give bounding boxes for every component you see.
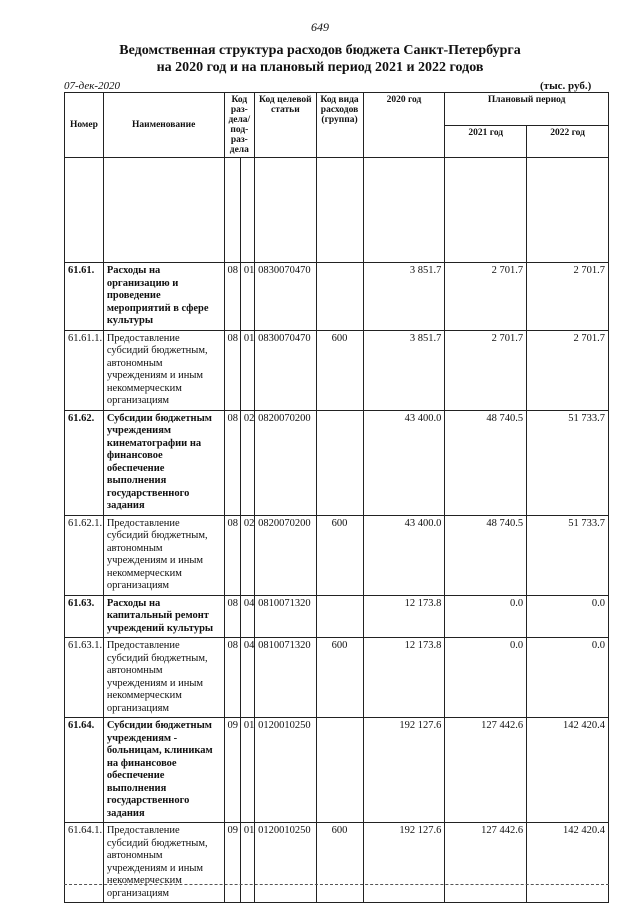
header-expense-type: Код вида расходов (группа) bbox=[316, 93, 363, 158]
row-amount-2022: 142 420.4 bbox=[527, 823, 609, 903]
header-number: Номер bbox=[65, 93, 104, 158]
row-section: 08 bbox=[224, 263, 240, 331]
row-amount-2021: 0.0 bbox=[445, 638, 527, 718]
row-subsection: 01 bbox=[240, 330, 254, 410]
row-target-code: 0830070470 bbox=[255, 330, 316, 410]
row-section: 09 bbox=[224, 718, 240, 823]
header-name: Наименование bbox=[103, 93, 224, 158]
row-subsection: 04 bbox=[240, 595, 254, 638]
row-name: Расходы на организацию и проведение мероприятий в сфере культуры bbox=[103, 263, 224, 331]
row-subsection: 01 bbox=[240, 718, 254, 823]
row-subsection: 04 bbox=[240, 638, 254, 718]
row-expense-type: 600 bbox=[316, 823, 363, 903]
row-name: Предоставление субсидий бюджетным, автономным учреждениям и иным некоммерческим организациям bbox=[103, 515, 224, 595]
row-amount-2021: 127 442.6 bbox=[445, 823, 527, 903]
row-target-code: 0820070200 bbox=[255, 515, 316, 595]
row-number: 61.62. bbox=[65, 410, 104, 515]
header-2022: 2022 год bbox=[527, 125, 609, 158]
row-name: Расходы на капитальный ремонт учреждений культуры bbox=[103, 595, 224, 638]
units-label: (тыс. руб.) bbox=[540, 80, 592, 92]
row-amount-2020: 12 173.8 bbox=[363, 595, 445, 638]
footer-line bbox=[64, 884, 609, 885]
row-expense-type: 600 bbox=[316, 515, 363, 595]
row-section: 08 bbox=[224, 515, 240, 595]
row-number: 61.64. bbox=[65, 718, 104, 823]
row-expense-type bbox=[316, 410, 363, 515]
row-amount-2020: 43 400.0 bbox=[363, 410, 445, 515]
row-amount-2022: 142 420.4 bbox=[527, 718, 609, 823]
page-title bbox=[0, 42, 640, 76]
row-expense-type: 600 bbox=[316, 638, 363, 718]
header-2021: 2021 год bbox=[445, 125, 527, 158]
row-amount-2020: 43 400.0 bbox=[363, 515, 445, 595]
row-section: 08 bbox=[224, 638, 240, 718]
row-section: 09 bbox=[224, 823, 240, 903]
budget-table bbox=[64, 92, 609, 903]
header-target: Код целевой статьи bbox=[255, 93, 316, 158]
row-amount-2022: 0.0 bbox=[527, 638, 609, 718]
row-amount-2022: 2 701.7 bbox=[527, 330, 609, 410]
row-amount-2021: 48 740.5 bbox=[445, 515, 527, 595]
row-target-code: 0120010250 bbox=[255, 718, 316, 823]
report-date: 07-дек-2020 bbox=[64, 80, 121, 92]
row-amount-2022: 51 733.7 bbox=[527, 515, 609, 595]
row-target-code: 0810071320 bbox=[255, 638, 316, 718]
table-row bbox=[65, 638, 609, 718]
title-line-1: Ведомственная структура расходов бюджета Санкт-Петербурга bbox=[119, 43, 521, 58]
table-row bbox=[65, 263, 609, 331]
header-planned-period: Плановый период bbox=[445, 93, 609, 126]
row-amount-2020: 3 851.7 bbox=[363, 330, 445, 410]
row-subsection: 01 bbox=[240, 823, 254, 903]
row-section: 08 bbox=[224, 410, 240, 515]
row-target-code: 0830070470 bbox=[255, 263, 316, 331]
row-amount-2020: 192 127.6 bbox=[363, 718, 445, 823]
row-amount-2022: 2 701.7 bbox=[527, 263, 609, 331]
row-expense-type bbox=[316, 595, 363, 638]
row-section: 08 bbox=[224, 595, 240, 638]
row-number: 61.64.1. bbox=[65, 823, 104, 903]
row-section: 08 bbox=[224, 330, 240, 410]
table-row bbox=[65, 515, 609, 595]
row-amount-2021: 48 740.5 bbox=[445, 410, 527, 515]
row-name: Предоставление субсидий бюджетным, автономным учреждениям и иным некоммерческим организациям bbox=[103, 823, 224, 903]
table-row bbox=[65, 823, 609, 903]
row-expense-type bbox=[316, 263, 363, 331]
row-name: Предоставление субсидий бюджетным, автономным учреждениям и иным некоммерческим организациям bbox=[103, 330, 224, 410]
table-row bbox=[65, 410, 609, 515]
row-number: 61.62.1. bbox=[65, 515, 104, 595]
row-target-code: 0810071320 bbox=[255, 595, 316, 638]
row-subsection: 01 bbox=[240, 263, 254, 331]
row-amount-2021: 2 701.7 bbox=[445, 330, 527, 410]
table-row bbox=[65, 718, 609, 823]
row-name: Субсидии бюджетным учреждениям кинематографии на финансовое обеспечение выполнения государственного задания bbox=[103, 410, 224, 515]
row-amount-2022: 0.0 bbox=[527, 595, 609, 638]
row-amount-2021: 2 701.7 bbox=[445, 263, 527, 331]
page-number: 649 bbox=[311, 20, 329, 34]
table-row bbox=[65, 595, 609, 638]
row-number: 61.61. bbox=[65, 263, 104, 331]
row-name: Предоставление субсидий бюджетным, автономным учреждениям и иным некоммерческим организациям bbox=[103, 638, 224, 718]
row-subsection: 02 bbox=[240, 515, 254, 595]
header-section: Код раз- дела/ под- раз- дела bbox=[224, 93, 255, 158]
row-amount-2021: 127 442.6 bbox=[445, 718, 527, 823]
row-amount-2020: 192 127.6 bbox=[363, 823, 445, 903]
row-amount-2020: 12 173.8 bbox=[363, 638, 445, 718]
header-2020: 2020 год bbox=[363, 93, 445, 158]
row-number: 61.61.1. bbox=[65, 330, 104, 410]
row-number: 61.63. bbox=[65, 595, 104, 638]
row-expense-type: 600 bbox=[316, 330, 363, 410]
row-amount-2021: 0.0 bbox=[445, 595, 527, 638]
row-amount-2020: 3 851.7 bbox=[363, 263, 445, 331]
row-subsection: 02 bbox=[240, 410, 254, 515]
row-name: Субсидии бюджетным учреждениям - больницам, клиникам на финансовое обеспечение выполнения государственного задания bbox=[103, 718, 224, 823]
title-line-2: на 2020 год и на плановый период 2021 и 2022 годов bbox=[156, 60, 484, 75]
row-target-code: 0820070200 bbox=[255, 410, 316, 515]
row-target-code: 0120010250 bbox=[255, 823, 316, 903]
row-expense-type bbox=[316, 718, 363, 823]
table-row bbox=[65, 330, 609, 410]
row-amount-2022: 51 733.7 bbox=[527, 410, 609, 515]
row-number: 61.63.1. bbox=[65, 638, 104, 718]
